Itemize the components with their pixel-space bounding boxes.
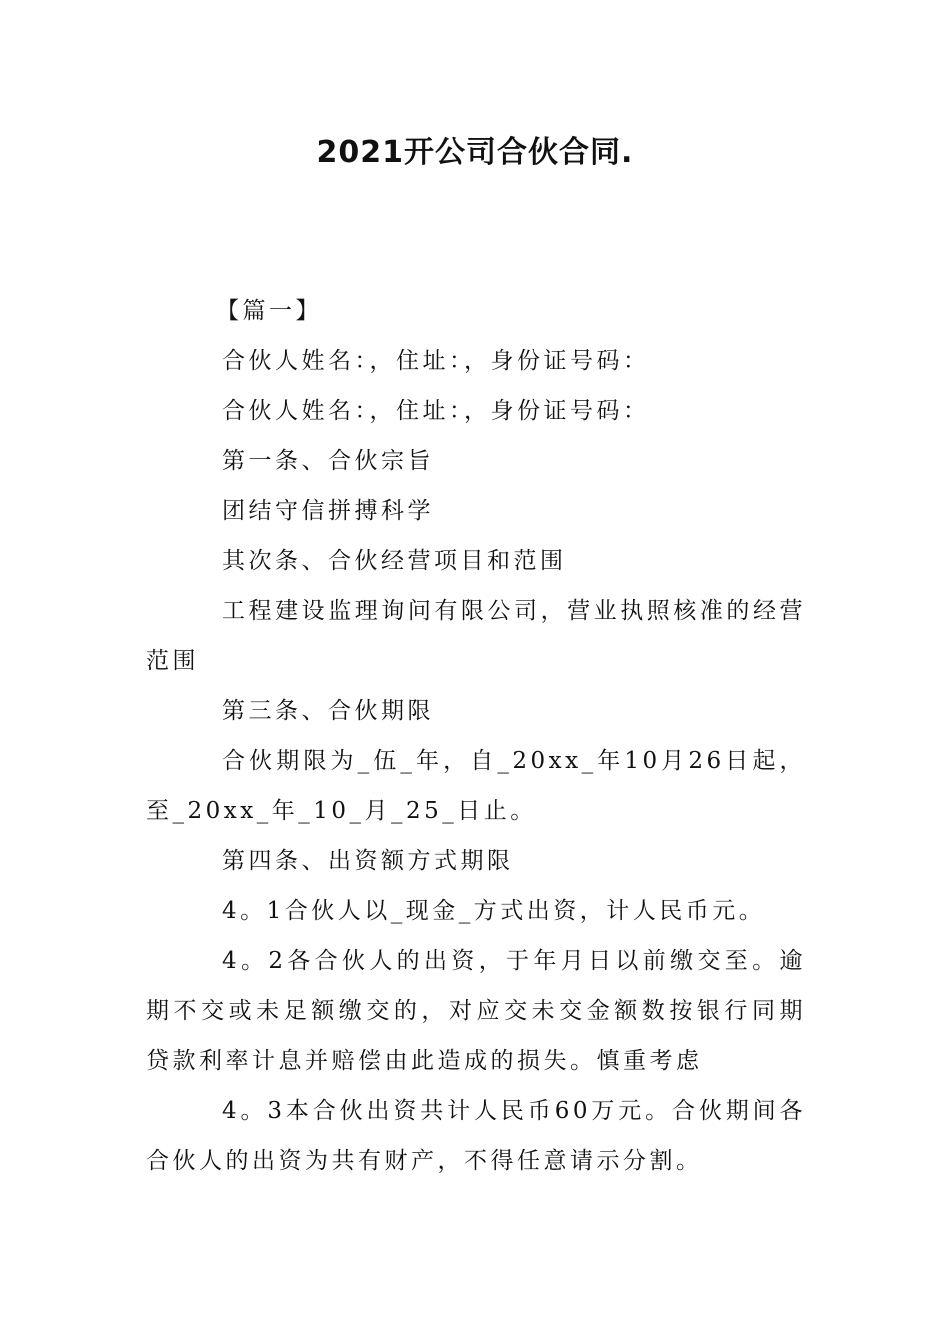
clause-paragraph: 4。3本合伙出资共计人民币60万元。合伙期间各合伙人的出资为共有财产，不得任意请示分割。 bbox=[146, 1098, 806, 1174]
clause-paragraph: 4。1合伙人以_现金_方式出资，计人民币元。 bbox=[222, 898, 766, 924]
paragraph: 团结守信拼搏科学 bbox=[222, 498, 434, 524]
clause-paragraph: 4。2各合伙人的出资，于年月日以前缴交至。逾期不交或未足额缴交的，对应交未交金额数按银行同期贷款利率计息并赔偿由此造成的损失。慎重考虑 bbox=[146, 948, 806, 1074]
paragraph: 工程建设监理询问有限公司，营业执照核准的经营范围 bbox=[146, 598, 806, 674]
article-heading: 其次条、合伙经营项目和范围 bbox=[222, 548, 567, 574]
section-heading: 【篇一】 bbox=[216, 298, 322, 324]
paragraph: 合伙期限为_伍_年，自_20xx_年10月26日起，至_20xx_年_10_月_25_日止。 bbox=[146, 748, 806, 824]
partner-info-line: 合伙人姓名：，住址：，身份证号码： bbox=[222, 348, 650, 374]
article-heading: 第四条、出资额方式期限 bbox=[222, 848, 514, 874]
article-heading: 第一条、合伙宗旨 bbox=[222, 448, 434, 474]
partner-info-line: 合伙人姓名：，住址：，身份证号码： bbox=[222, 398, 650, 424]
document-title: 2021开公司合伙合同. bbox=[316, 135, 634, 170]
document-body bbox=[146, 286, 806, 1186]
article-heading: 第三条、合伙期限 bbox=[222, 698, 434, 724]
